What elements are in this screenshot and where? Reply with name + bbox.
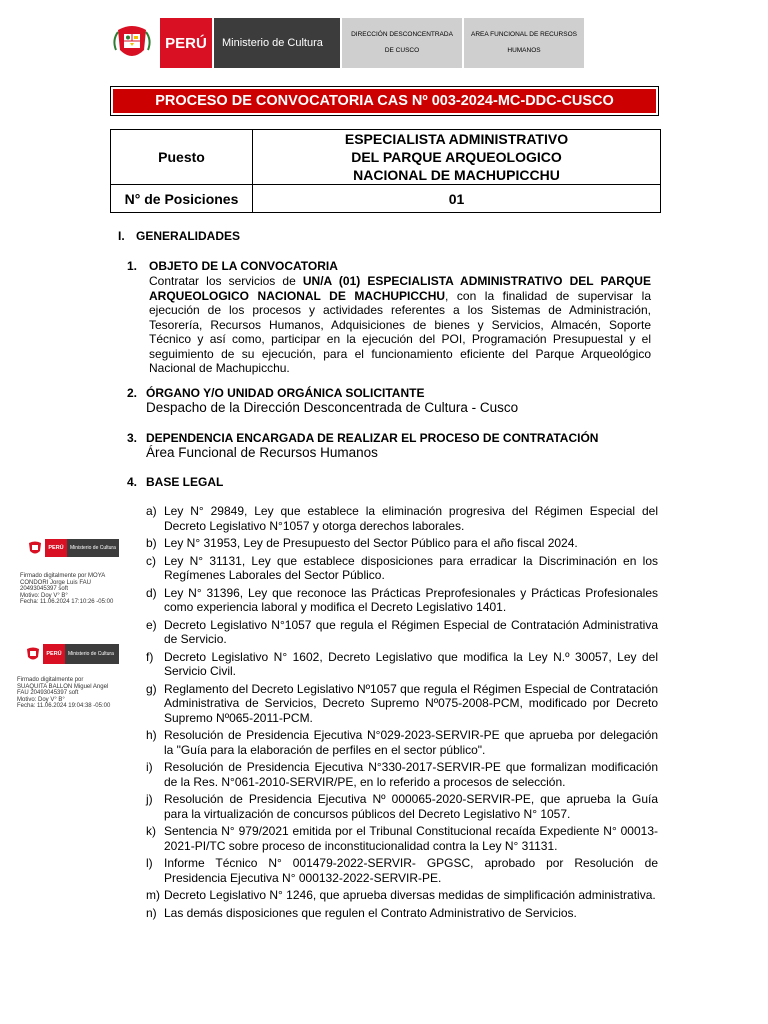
puesto-row [111,130,661,185]
puesto-value-line3: NACIONAL DE MACHUPICCHU [353,167,560,183]
section-3-num: 3. [127,431,138,445]
section-3-text: Área Funcional de Recursos Humanos [146,445,378,460]
section-1-pre: Contratar los servicios de [149,274,303,288]
section-i-title: GENERALIDADES [136,229,241,243]
list-letter: d) [146,585,157,600]
list-text: Decreto Legislativo N° 1246, que aprueba diversas medidas de simplificación administrativa. [164,888,656,902]
section-2-num: 2. [127,386,138,400]
section-1-post: , con la finalidad de supervisar la ejecución de los procesos y actividades referentes a los Sistemas de Administración, Tesorería, Recursos Humanos, Adquisiciones de bienes y Servicios, Almacén, Soporte Técnico y así como, participar en la ejecución del POI, Programación Presupuestal y el seguimiento de su ejecución, para el funcionamiento eficiente del Parque Arqueológico Nacional de Machupicchu. [149,288,651,375]
puesto-value-line1: ESPECIALISTA ADMINISTRATIVO [344,131,569,147]
section-1-title: OBJETO DE LA CONVOCATORIA [149,259,338,273]
sig1-peru: PERÚ [45,539,67,557]
list-letter: c) [146,553,156,568]
list-text: Sentencia N° 979/2021 emitida por el Tribunal Constitucional recaída Expediente N° 00013-2021-PI/TC sobre proceso de inconstitucionalidad contra la Ley N° 31131. [164,824,658,853]
section-1-num: 1. [127,259,138,273]
list-item [146,554,658,583]
page-title: PROCESO DE CONVOCATORIA CAS Nº 003-2024-MC-DDC-CUSCO [113,89,656,113]
signature-1-logo [28,538,124,558]
list-letter: g) [146,681,157,696]
list-text: Resolución de Presidencia Ejecutiva N°330-2017-SERVIR-PE que formalizan modificación de la Res. N°061-2010-SERVIR/PE, en lo referido a procesos de selección. [164,760,658,789]
list-letter: l) [146,856,153,870]
puesto-label: Puesto [111,130,253,185]
list-letter: j) [146,792,153,806]
sig2-peru: PERÚ [43,644,65,664]
list-text: Ley N° 29849, Ley que establece la eliminación progresiva del Régimen Especial del Decreto Legislativo N°1057 y otorga derechos laborales. [164,504,658,533]
list-letter: i) [146,760,153,774]
sig2-line1: Firmado digitalmente por [17,677,84,683]
list-item [146,856,658,885]
posiciones-label: N° de Posiciones [111,185,253,213]
list-item [146,760,658,789]
posiciones-row [111,185,661,213]
list-item [146,792,658,821]
list-text: Decreto Legislativo N°1057 que regula el Régimen Especial de Contratación Administrativa de Servicio. [164,617,658,646]
sig1-line3: 20493045397 soft [20,586,69,592]
list-text: Ley N° 31953, Ley de Presupuesto del Sector Público para el año fiscal 2024. [164,536,578,550]
section-2-title: ÓRGANO Y/O UNIDAD ORGÁNICA SOLICITANTE [146,386,425,400]
signature-2-logo [26,643,122,665]
sig1-line4: Motivo: Doy V° B° [20,592,68,599]
list-item [146,906,658,921]
list-item [146,504,658,533]
list-text: Resolución de Presidencia Ejecutiva Nº 000065-2020-SERVIR-PE, que aprueba la Guía para la virtualización de concursos públicos del Decreto Legislativo N° 1057. [164,792,658,821]
posiciones-value: 01 [253,185,661,213]
sig2-line5: Fecha: 11.06.2024 19:04:38 -05:00 [17,703,111,709]
sig1-line2: CONDORI Jorge Luis FAU [20,579,92,586]
section-i-num: I. [118,229,125,243]
sig1-ministerio: Ministerio de Cultura [67,539,119,557]
puesto-value [253,130,661,185]
list-text: Resolución de Presidencia Ejecutiva N°029-2023-SERVIR-PE que aprueba por delegación la "Guía para la elaboración de perfiles en el sector público". [164,728,658,757]
list-item [146,682,658,726]
list-letter: e) [146,617,157,632]
section-4-num: 4. [127,475,138,489]
coat-of-arms-icon [26,645,40,663]
peru-coat-of-arms-icon [110,20,154,64]
section-3-title: DEPENDENCIA ENCARGADA DE REALIZAR EL PROCESO DE CONTRATACIÓN [146,431,599,445]
list-letter: n) [146,905,157,920]
list-letter: h) [146,728,157,742]
list-text: Las demás disposiciones que regulen el Contrato Administrativo de Servicios. [164,905,577,920]
sig1-line1: Firmado digitalmente por MOYA [20,573,106,579]
section-2-text: Despacho de la Dirección Desconcentrada de Cultura - Cusco [146,400,519,415]
sig2-line2: SUAQUITA BALLON Miguel Angel [17,683,109,690]
section-1-body [149,274,651,376]
sig2-line3: FAU 20493045397 soft [17,690,79,696]
base-legal-list [146,504,658,923]
coat-of-arms-icon [28,540,42,556]
list-item [146,536,658,551]
puesto-value-line2: DEL PARQUE ARQUEOLOGICO [351,149,562,165]
list-text: Informe Técnico N° 001479-2022-SERVIR- GPGSC, aprobado por Resolución de Presidencia Ejecutiva N° 000132-2022-SERVIR-PE. [164,856,658,885]
list-item [146,728,658,757]
list-item [146,824,658,853]
list-letter: b) [146,536,157,550]
direccion-label: DIRECCIÓN DESCONCENTRADA DE CUSCO [342,18,462,68]
peru-logo-label: PERÚ [160,18,212,68]
signature-1-text [20,573,113,606]
list-letter: k) [146,824,156,838]
area-label: AREA FUNCIONAL DE RECURSOS HUMANOS [464,18,584,68]
signature-2-text [17,677,110,710]
sig1-line5: Fecha: 11.06.2024 17:10:26 -05:00 [20,599,114,605]
list-text: Ley N° 31396, Ley que reconoce las Prácticas Preprofesionales y Prácticas Profesionales como experiencia laboral y modifica el Decreto Legislativo 1401. [164,585,658,614]
list-item [146,618,658,647]
list-item [146,586,658,615]
list-item [146,650,658,679]
list-letter: a) [146,504,157,518]
list-item [146,888,658,903]
section-i-heading [118,229,240,243]
list-text: Reglamento del Decreto Legislativo Nº1057 que regula el Régimen Especial de Contratación Administrativa de Servicios, Decreto Supremo Nº075-2008-PCM, modificado por Decreto Supremo Nº065-2011-PCM. [164,681,658,725]
ministerio-label: Ministerio de Cultura [214,18,340,68]
list-letter: f) [146,649,154,664]
section-4-title: BASE LEGAL [146,475,224,489]
title-frame [110,86,659,116]
puesto-table [110,129,661,213]
sig2-line4: Motivo: Doy V° B° [17,696,65,703]
list-text: Decreto Legislativo N° 1602, Decreto Legislativo que modifica la Ley N.º 30057, Ley del Servicio Civil. [164,649,658,678]
list-text: Ley N° 31131, Ley que establece disposiciones para erradicar la Discriminación en los Regímenes Laborales del Sector Público. [164,553,658,582]
section-1-bold: UN/A (01) ESPECIALISTA ADMINISTRATIVO DEL PARQUE ARQUEOLOGICO NACIONAL DE MACHUPICCHU [149,274,651,303]
list-letter: m) [146,888,160,902]
sig2-ministerio: Ministerio de Cultura [65,644,119,664]
